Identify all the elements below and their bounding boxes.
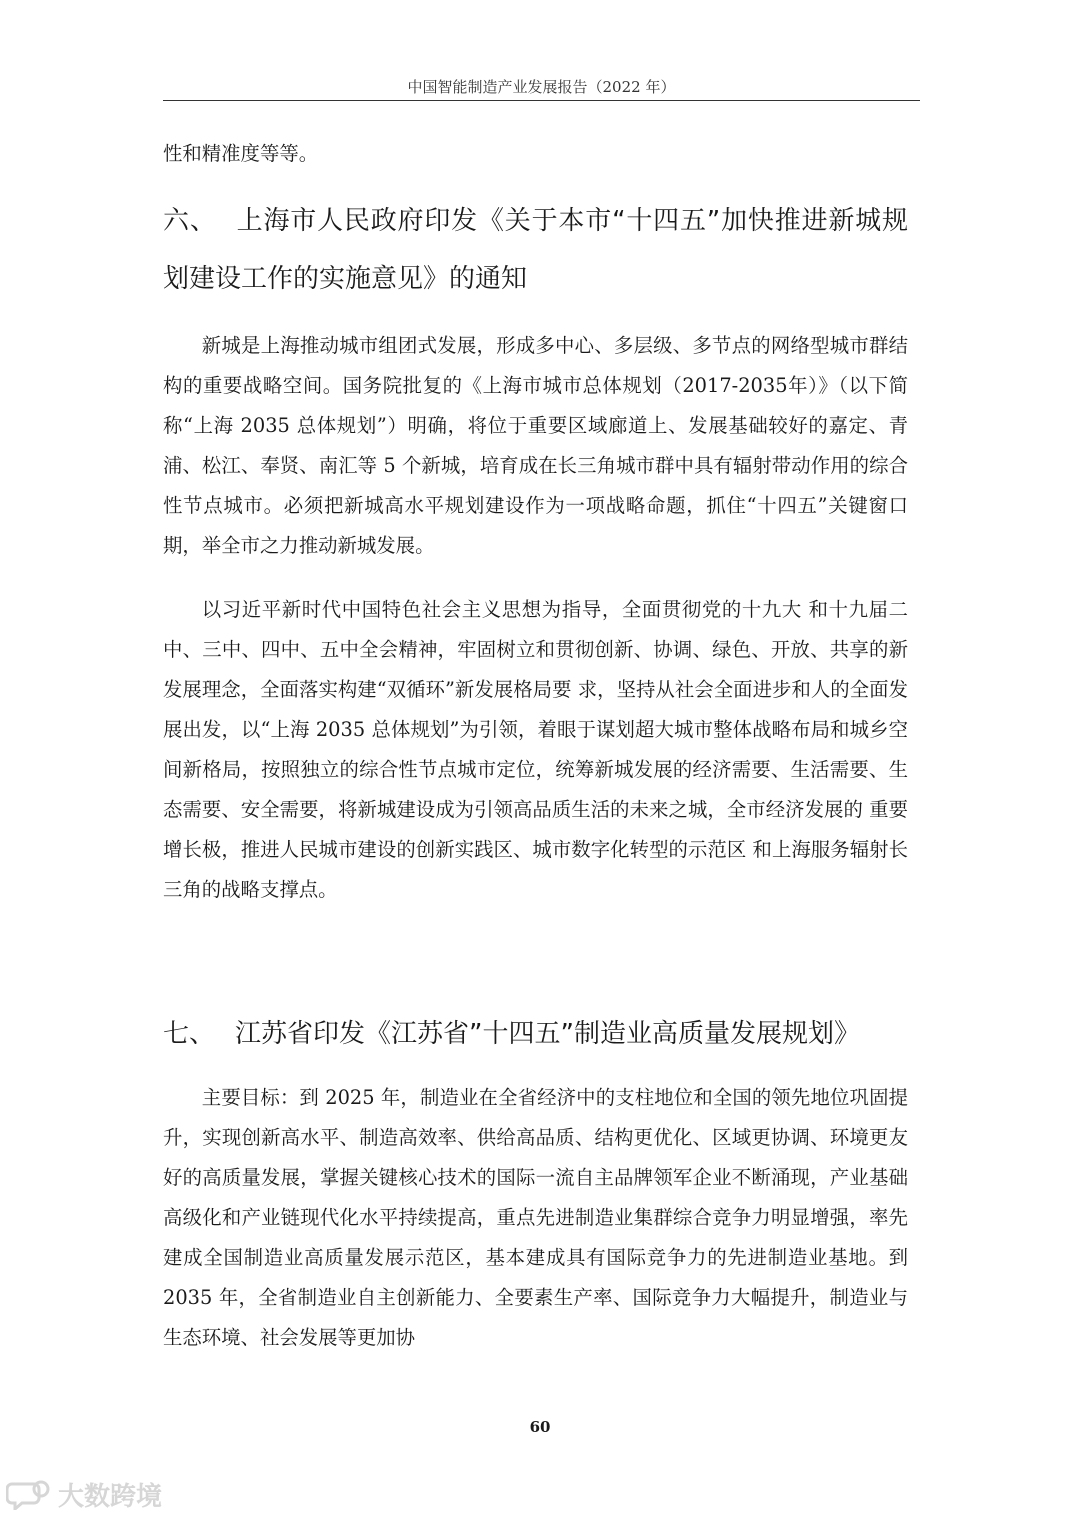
section-7-number: 七、 [163, 1019, 216, 1049]
section-7-paragraph-1: 主要目标：到 2025 年，制造业在全省经济中的支柱地位和全国的领先地位巩固提升，实现创新高水平、制造高效率、供给高品质、结构更优化、区域更协调、环境更友好的高质量发展，掌握关键核心技术的国际一流自主品牌领军企业不断涌现，产业基础高级化和产业链现代化水平持续提高，重点先进制造业集群综合竞争力明显增强，率先建成全国制造业高质量发展示范区，基本建成具有国际竞争力的先进制造业基地。到 2035 年，全省制造业自主创新能力、全要素生产率、国际竞争力大幅提升，制造业与生态环境、社会发展等更加协 [163, 1086, 908, 1349]
running-header: 中国智能制造产业发展报告（2022 年） [163, 74, 920, 101]
section-6-paragraph-2: 以习近平新时代中国特色社会主义思想为指导，全面贯彻党的十九大 和十九届二中、三中、四中、五中全会精神，牢固树立和贯彻创新、协调、绿色、开放、共享的新发展理念，全面落实构建“双循环”新发展格局要 求，坚持从社会全面进步和人的全面发展出发，以“上海 2035 总体规划”为引领，着眼于谋划超大城市整体战略布局和城乡空间新格局，按照独立的综合性节点城市定位，统筹新城发展的经济需要、生活需要、生态需要、安全需要，将新城建设成为引领高品质生活的未来之城，全市经济发展的 重要增长极，推进人民城市建设的创新实践区、城市数字化转型的示范区 和上海服务辐射长三角的战略支撑点。 [163, 598, 908, 901]
watermark [6, 1476, 162, 1512]
section-6-paragraph-1: 新城是上海推动城市组团式发展，形成多中心、多层级、多节点的网络型城市群结构的重要战略空间。国务院批复的《上海市城市总体规划（2017-2035年）》（以下简称“上海 2035 总体规划”）明确，将位于重要区域廊道上、发展基础较好的嘉定、青浦、松江、奉贤、南汇等 5 个新城，培育成在长三角城市群中具有辐射带动作用的综合性节点城市。必须把新城高水平规划建设作为一项战略命题，抓住“十四五”关键窗口期，举全市之力推动新城发展。 [163, 334, 908, 557]
intro-continuation: 性和精准度等等。 [163, 142, 319, 165]
section-6-heading [163, 192, 908, 308]
watermark-text: 大数跨境 [58, 1481, 163, 1512]
section-7-title: 江苏省印发《江苏省”十四五”制造业高质量发展规划》 [235, 1019, 860, 1049]
page-number: 60 [529, 1418, 551, 1436]
section-6-number: 六、 [163, 206, 217, 236]
section-6-title: 上海市人民政府印发《关于本市“十四五”加快推进新城规划建设工作的实施意见》的通知 [163, 206, 908, 294]
chat-bubble-icon [6, 1478, 52, 1510]
section-7-heading [163, 1005, 908, 1063]
